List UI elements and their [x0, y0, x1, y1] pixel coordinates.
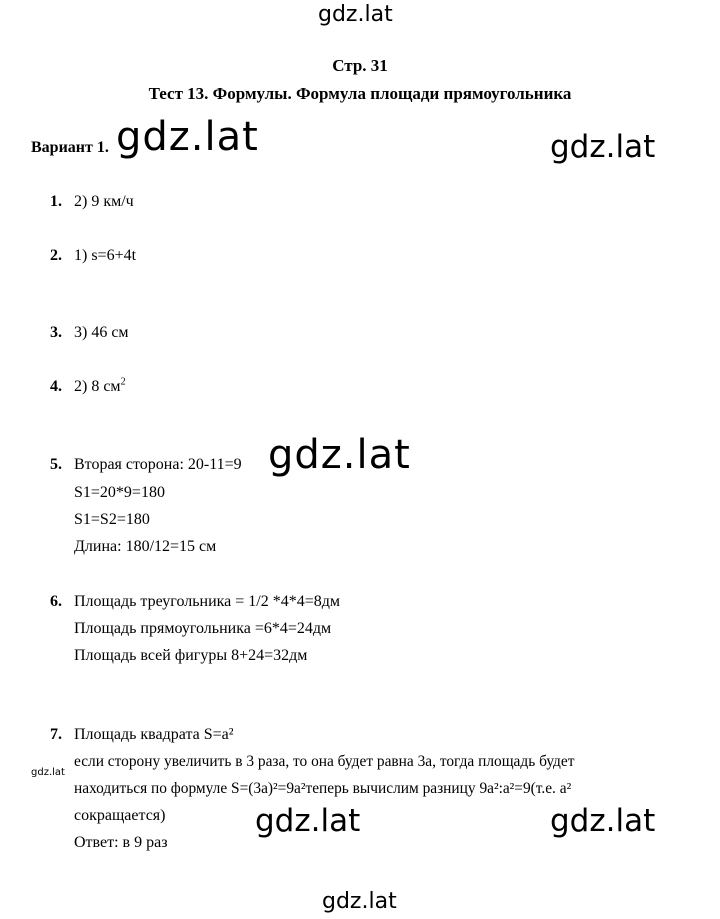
variant-label: Вариант 1. — [31, 139, 109, 156]
answer-line: 1) s=6+4t — [74, 247, 137, 264]
answer-line: если сторону увеличить в 3 раза, то она будет равна 3а, тогда площадь будет — [74, 753, 575, 770]
watermark-variant: gdz.lat — [116, 114, 259, 160]
item-number: 5. — [50, 456, 62, 473]
answer-line: Ответ: в 9 раз — [74, 834, 168, 851]
answer-line: Длина: 180/12=15 см — [74, 538, 217, 555]
answer-line: сокращается) — [74, 807, 166, 824]
answer-line: S1=20*9=180 — [74, 484, 165, 501]
watermark-footer: gdz.lat — [322, 889, 397, 914]
answer-line: S1=S2=180 — [74, 511, 150, 528]
watermark-bottom-right: gdz.lat — [550, 803, 656, 839]
item-number: 1. — [50, 193, 62, 210]
watermark-bottom-center: gdz.lat — [255, 803, 361, 839]
superscript: 2 — [120, 376, 126, 388]
answer-line: Площадь всей фигуры 8+24=32дм — [74, 647, 308, 664]
watermark-right-top: gdz.lat — [550, 129, 656, 165]
item-number: 4. — [50, 378, 62, 395]
item-number: 3. — [50, 324, 62, 341]
test-title: Тест 13. Формулы. Формула площади прямоугольника — [148, 84, 572, 103]
item-number: 6. — [50, 593, 62, 610]
answer-line: 2) 9 км/ч — [74, 193, 134, 210]
answer-text: 2) 8 см — [74, 378, 121, 395]
watermark-top: gdz.lat — [318, 2, 393, 27]
item-number: 2. — [50, 247, 62, 264]
answer-line: Вторая сторона: 20-11=9 — [74, 456, 242, 473]
watermark-left-small: gdz.lat — [31, 767, 65, 778]
page-label: Стр. 31 — [332, 56, 388, 75]
answer-line: Площадь треугольника = 1/2 *4*4=8дм — [74, 593, 341, 610]
watermark-middle: gdz.lat — [268, 432, 411, 478]
answer-line-with-superscript — [74, 378, 126, 396]
answer-line: Площадь прямоугольника =6*4=24дм — [74, 620, 332, 637]
answer-line: находиться по формуле S=(3a)²=9a²теперь вычислим разницу 9а²:a²=9(т.е. a² — [74, 780, 572, 797]
answer-line: 3) 46 см — [74, 324, 129, 341]
item-number: 7. — [50, 726, 62, 743]
answer-line: Площадь квадрата S=a² — [74, 726, 234, 743]
